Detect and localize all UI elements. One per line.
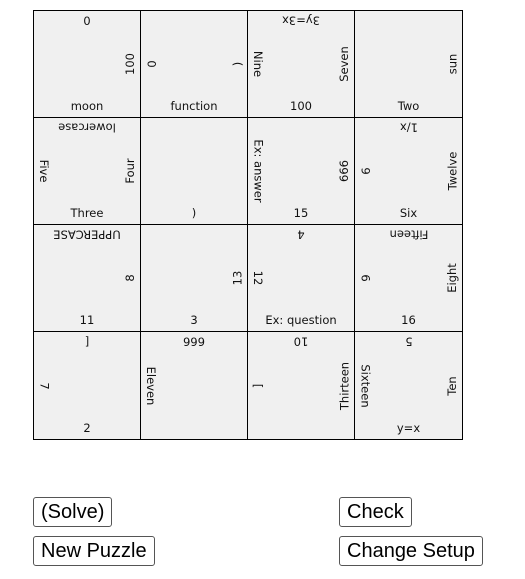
tile-label-bottom: 2 — [83, 420, 91, 435]
tile-label-top: 1/x — [399, 120, 418, 135]
tile-label-top: Fifteen — [389, 227, 428, 242]
tile-label-left: 12 — [250, 270, 265, 286]
tile-label-left: [ — [250, 383, 265, 388]
tile-label-right: Four — [123, 158, 138, 184]
tile-label-bottom: 16 — [401, 312, 416, 327]
tile-label-left: 0 — [143, 60, 158, 68]
tile-label-right: Eight — [445, 263, 460, 293]
tile-label-left: 7 — [36, 381, 51, 390]
tile-label-bottom: 3 — [190, 312, 198, 327]
puzzle-tile[interactable] — [248, 332, 355, 439]
tile-label-left: Five — [36, 159, 51, 183]
tile-label-right: Ten — [445, 375, 460, 396]
puzzle-tile[interactable] — [34, 118, 141, 225]
puzzle-tile[interactable] — [141, 225, 248, 332]
tile-label-bottom: Ex: question — [265, 312, 337, 327]
tile-label-top: 4 — [297, 227, 305, 242]
tile-label-left: Ex: answer — [250, 139, 265, 203]
tile-label-right: 8 — [123, 274, 138, 282]
tile-label-bottom: 15 — [293, 205, 309, 220]
tile-label-right: sun — [445, 53, 460, 75]
tile-label-left: Nine — [250, 50, 265, 78]
puzzle-tile[interactable] — [355, 225, 462, 332]
puzzle-tile[interactable] — [248, 11, 355, 118]
tile-label-bottom: function — [170, 98, 218, 113]
tile-label-top: UPPERCASE — [53, 227, 121, 242]
tile-label-top: 10 — [293, 334, 309, 349]
tile-label-left: 9 — [357, 167, 372, 175]
new-puzzle-button[interactable]: New Puzzle — [33, 536, 155, 566]
tile-label-bottom: Two — [397, 98, 420, 113]
tile-label-bottom: 11 — [79, 312, 95, 327]
tile-label-left: Sixteen — [357, 363, 372, 408]
tile-label-bottom: moon — [70, 98, 104, 113]
puzzle-tile[interactable] — [248, 118, 355, 225]
tile-label-right: Twelve — [445, 151, 460, 191]
puzzle-tile[interactable] — [248, 225, 355, 332]
puzzle-tile[interactable] — [141, 11, 248, 118]
tile-label-bottom: Three — [70, 205, 104, 220]
tile-label-right: Seven — [337, 46, 352, 82]
tile-label-top: [ — [84, 334, 90, 349]
check-button[interactable]: Check — [339, 497, 412, 527]
tile-label-top: 5 — [404, 334, 413, 349]
puzzle-tile[interactable] — [355, 11, 462, 118]
tile-label-top: lowercase — [58, 120, 116, 135]
tile-label-right: 13 — [230, 270, 245, 286]
puzzle-tile[interactable] — [34, 225, 141, 332]
tile-label-top: 0 — [83, 13, 91, 28]
tile-label-top: 666 — [183, 334, 205, 349]
tile-label-bottom: Six — [399, 205, 418, 220]
puzzle-tile[interactable] — [355, 118, 462, 225]
tile-label-top: 3y=3x — [282, 13, 320, 28]
solve-button[interactable]: (Solve) — [33, 497, 112, 527]
puzzle-tile[interactable] — [34, 332, 141, 439]
tile-label-bottom: 100 — [290, 98, 312, 113]
tile-label-left: 6 — [357, 274, 372, 282]
change-setup-button[interactable]: Change Setup — [339, 536, 483, 566]
tile-label-bottom: y=x — [396, 420, 421, 435]
tile-label-bottom: ) — [191, 205, 197, 220]
tile-label-right: 100 — [123, 53, 138, 75]
puzzle-tile[interactable] — [141, 118, 248, 225]
puzzle-tile[interactable] — [141, 332, 248, 439]
tile-label-left: Eleven — [143, 366, 158, 405]
puzzle-tile[interactable] — [355, 332, 462, 439]
puzzle-tile[interactable] — [34, 11, 141, 118]
puzzle-board[interactable] — [33, 10, 463, 440]
tile-label-right: ) — [230, 61, 245, 67]
tile-label-right: 666 — [337, 160, 352, 182]
tile-label-right: Thirteen — [337, 361, 352, 410]
